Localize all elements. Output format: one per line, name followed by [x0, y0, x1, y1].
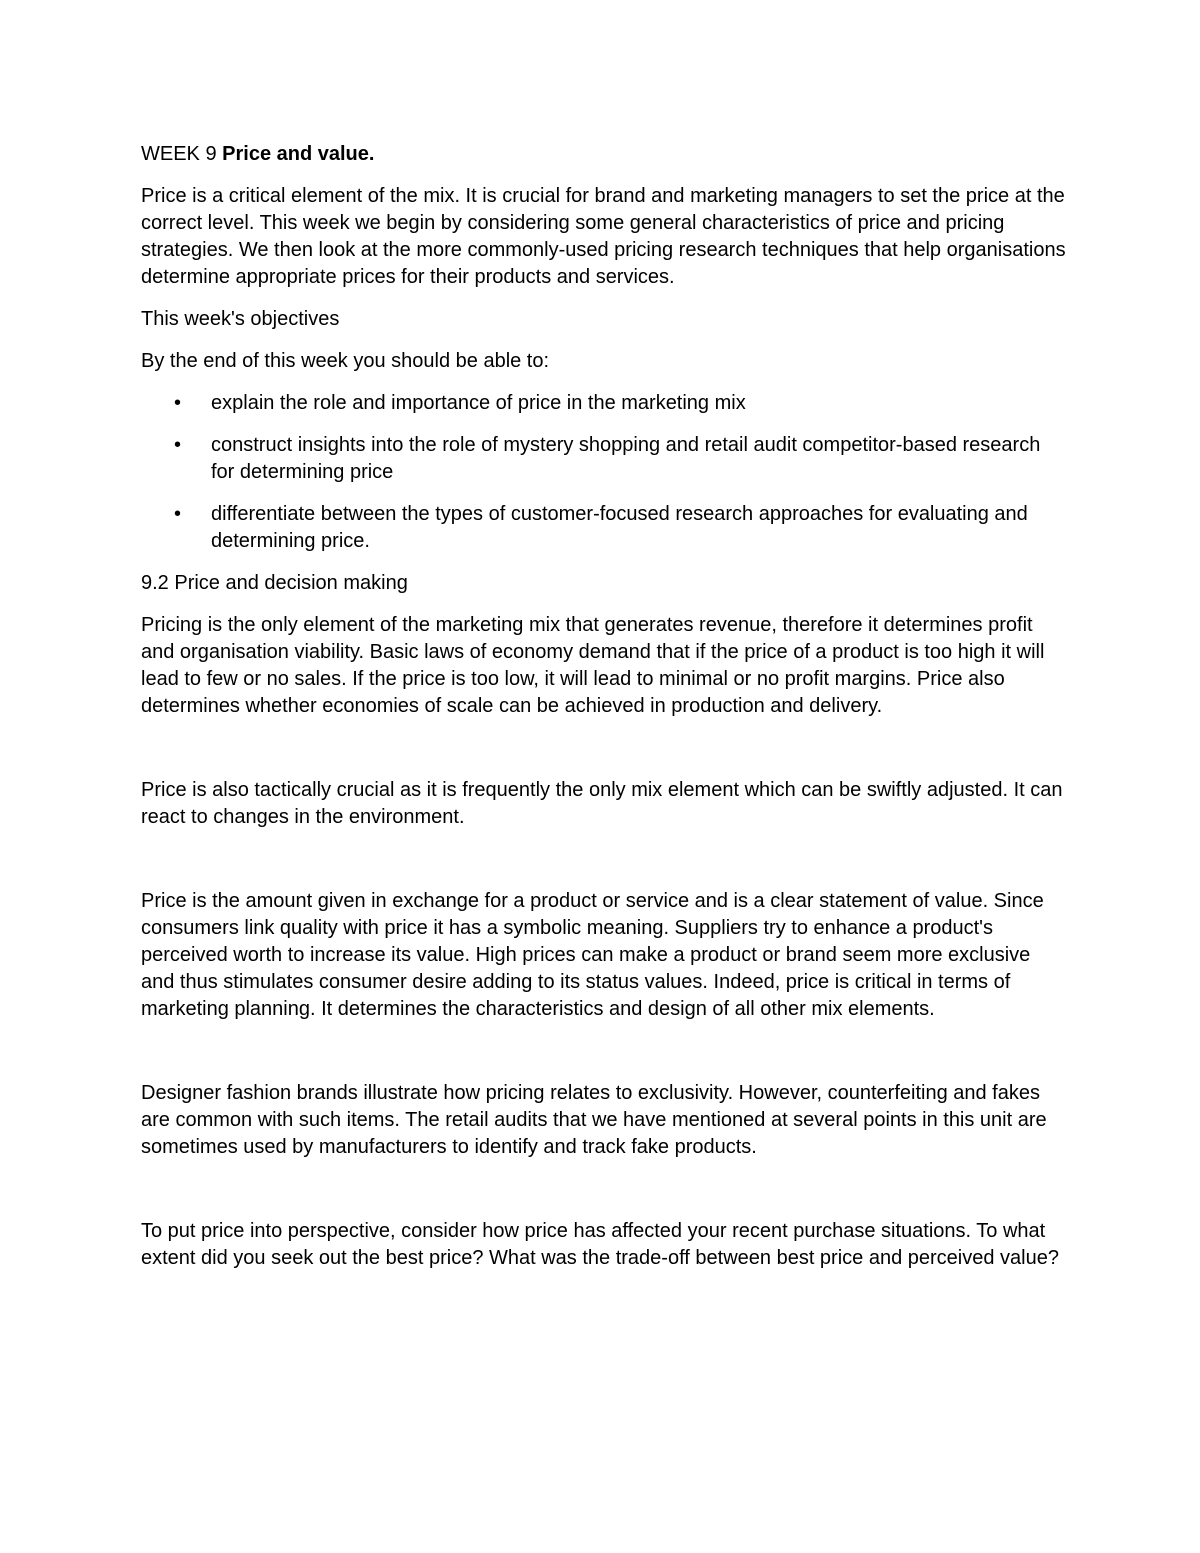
- objective-text: differentiate between the types of customer-focused research approaches for evaluating and determining price.: [211, 503, 1028, 552]
- paragraph-spacer: [141, 1176, 1066, 1218]
- intro-paragraph: Price is a critical element of the mix. It is crucial for brand and marketing managers to set the price at the correct level. This week we begin by considering some general characteristics of price and pricing strategies. We then look at the more commonly-used pricing research techniques that help organisations determine appropriate prices for their products and services.: [141, 185, 1066, 288]
- bullet-icon: •: [174, 392, 182, 414]
- objectives-lead: By the end of this week you should be able to:: [141, 350, 550, 372]
- list-item: [141, 390, 1066, 417]
- body-paragraph: Pricing is the only element of the marketing mix that generates revenue, therefore it determines profit and organisation viability. Basic laws of economy demand that if the price of a product is too high it will lead to few or no sales. If the price is too low, it will lead to minimal or no profit margins. Price also determines whether economies of scale can be achieved in production and delivery.: [141, 614, 1045, 717]
- title-topic: Price and value.: [222, 143, 375, 165]
- body-paragraph: Price is the amount given in exchange for a product or service and is a clear statement of value. Since consumers link quality with price it has a symbolic meaning. Suppliers try to enhance a product's perceived worth to increase its value. High prices can make a product or brand seem more exclusive and thus stimulates consumer desire adding to its status values. Indeed, price is critical in terms of marketing planning. It determines the characteristics and design of all other mix elements.: [141, 890, 1044, 1020]
- paragraph-spacer: [141, 846, 1066, 888]
- objective-text: explain the role and importance of price in the marketing mix: [211, 392, 746, 414]
- paragraph-spacer: [141, 735, 1066, 777]
- paragraph-spacer: [141, 1038, 1066, 1080]
- document-title: [141, 141, 1066, 168]
- title-week-label: WEEK 9: [141, 143, 217, 165]
- bullet-icon: •: [174, 434, 182, 456]
- bullet-icon: •: [174, 503, 182, 525]
- objectives-list: [141, 390, 1066, 555]
- list-item: [141, 501, 1066, 555]
- body-paragraph: Price is also tactically crucial as it is frequently the only mix element which can be swiftly adjusted. It can react to changes in the environment.: [141, 779, 1063, 828]
- document-body: [141, 141, 1066, 1287]
- objectives-heading: This week's objectives: [141, 308, 340, 330]
- list-item: [141, 432, 1066, 486]
- body-paragraph: To put price into perspective, consider how price has affected your recent purchase situations. To what extent did you seek out the best price? What was the trade-off between best price and perceived value?: [141, 1220, 1059, 1269]
- body-paragraph: Designer fashion brands illustrate how pricing relates to exclusivity. However, counterfeiting and fakes are common with such items. The retail audits that we have mentioned at several points in this unit are sometimes used by manufacturers to identify and track fake products.: [141, 1082, 1047, 1158]
- objective-text: construct insights into the role of mystery shopping and retail audit competitor-based research for determining price: [211, 434, 1041, 483]
- section-heading: 9.2 Price and decision making: [141, 572, 408, 594]
